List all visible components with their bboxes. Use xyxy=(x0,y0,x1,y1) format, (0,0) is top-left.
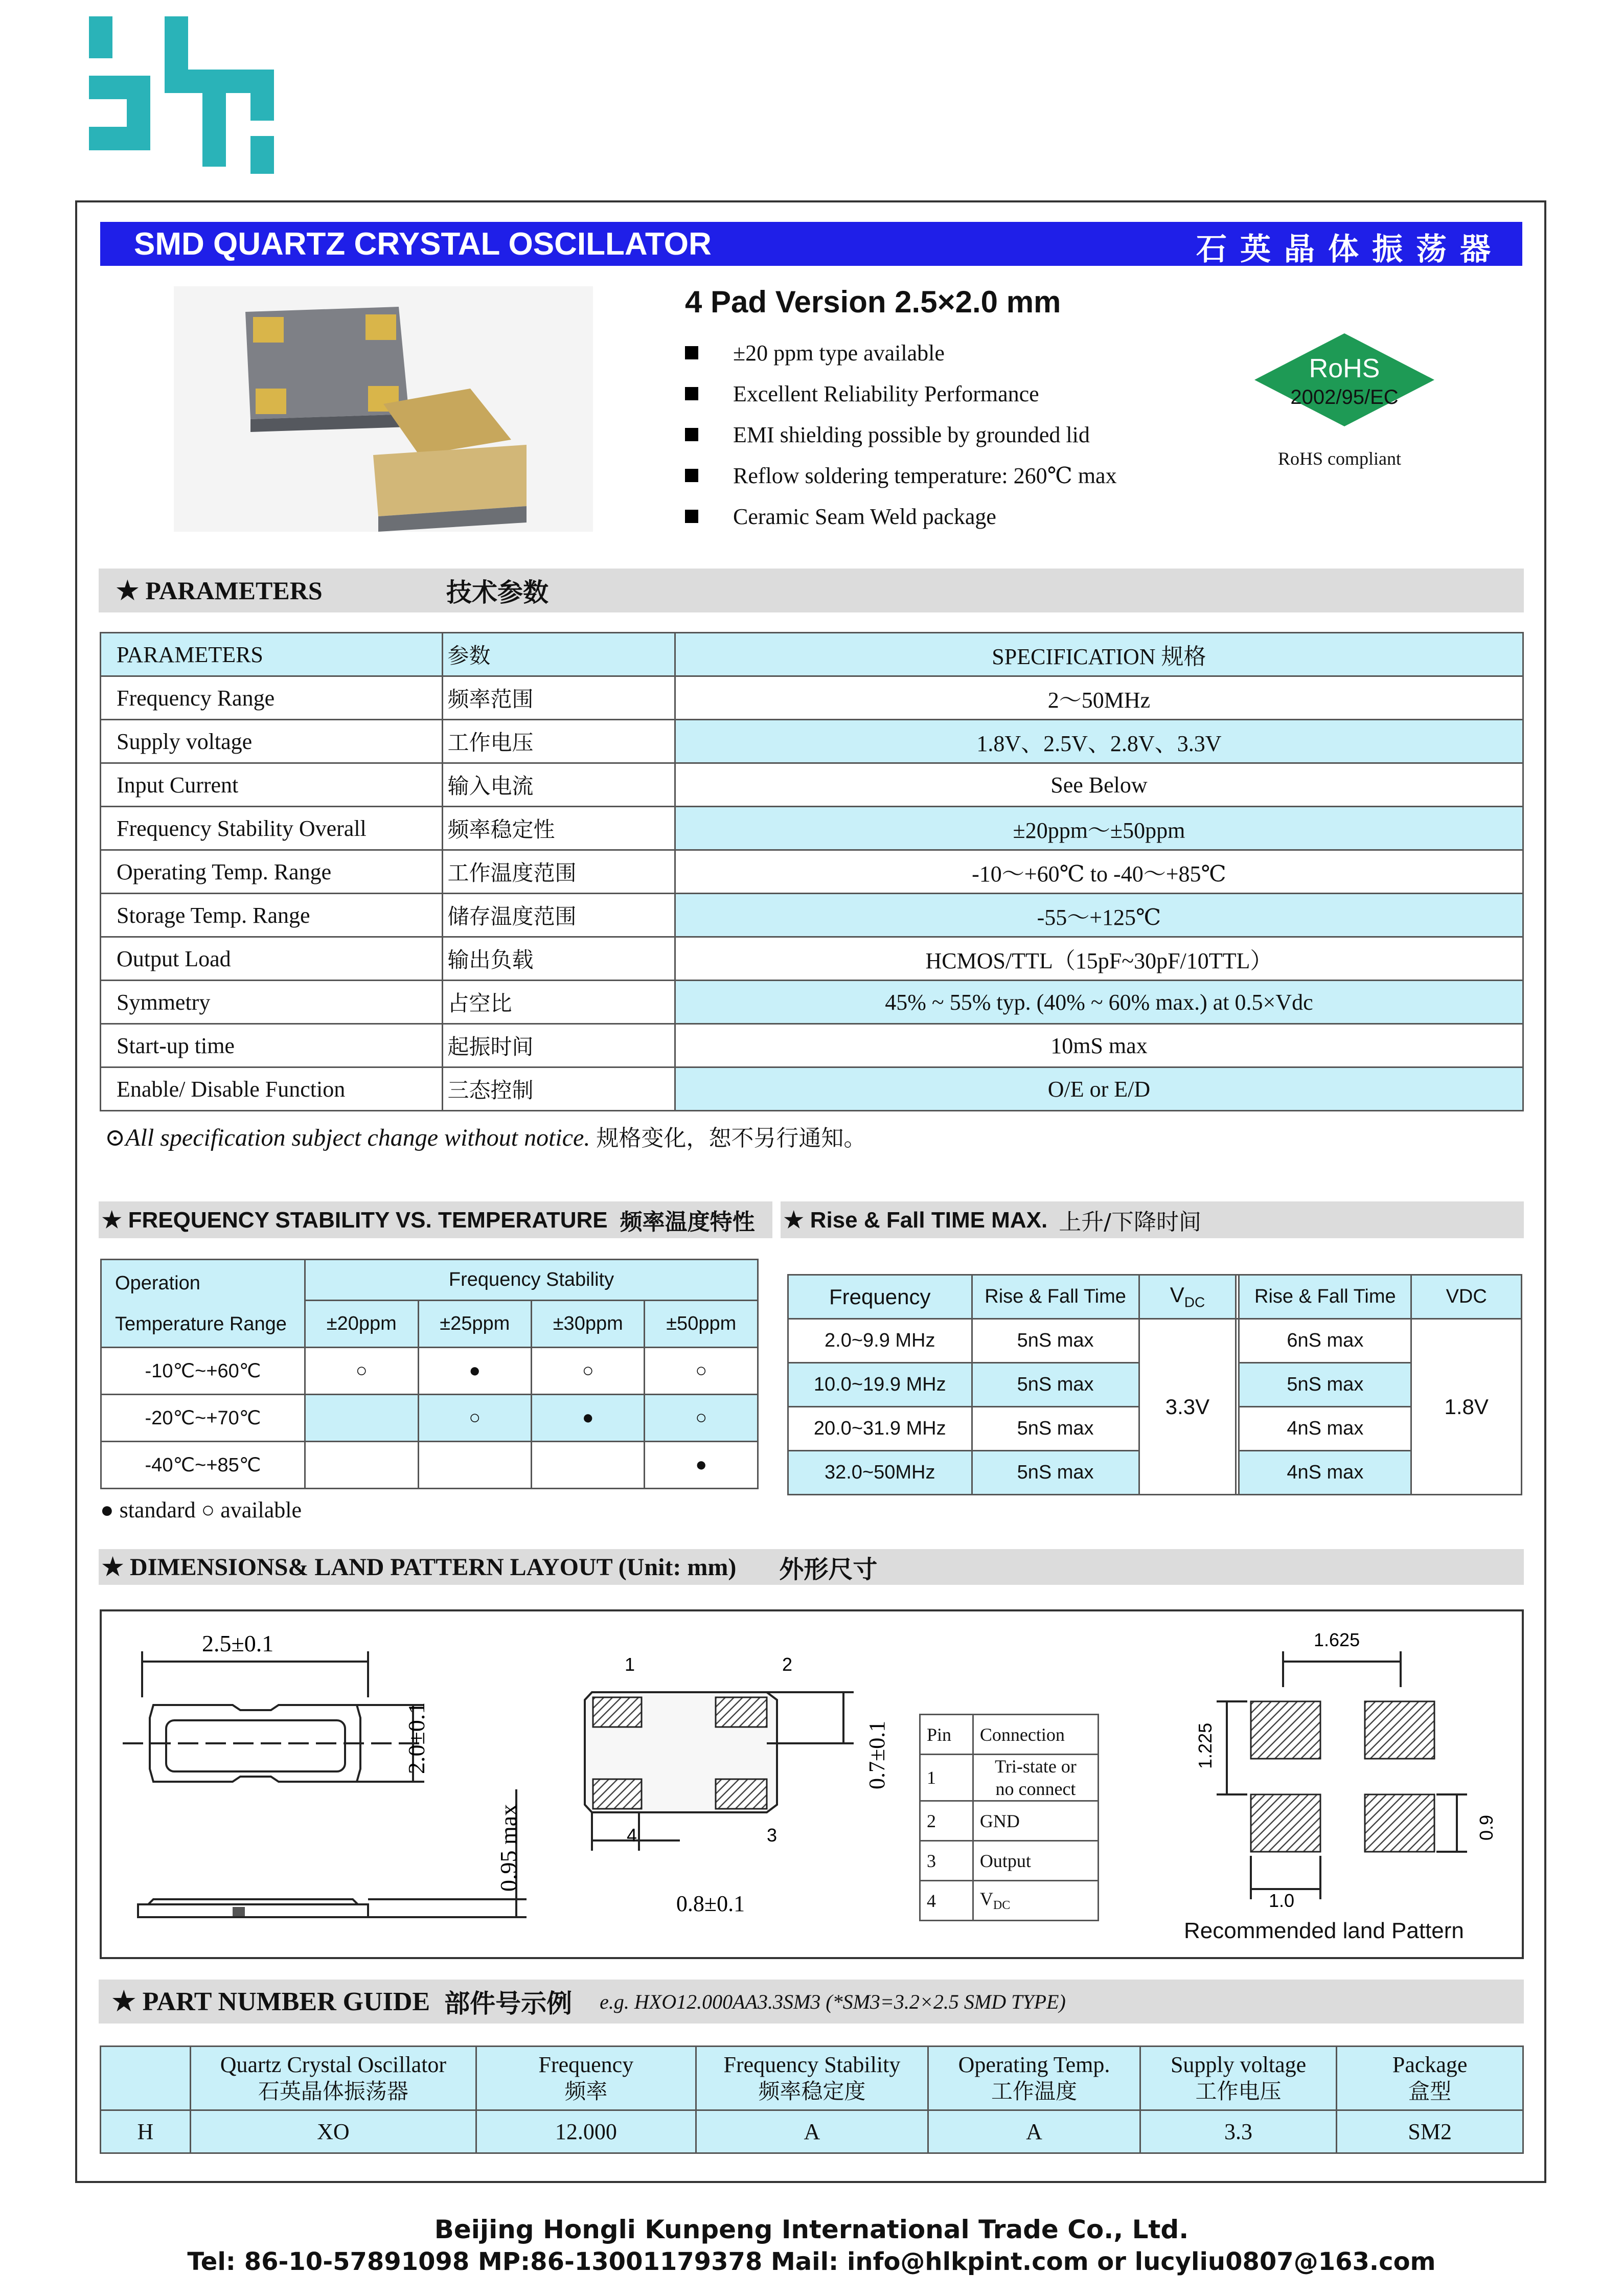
dimensions-section-bar: ★ DIMENSIONS& LAND PATTERN LAYOUT (Unit: mm) 外形尺寸 xyxy=(99,1549,1524,1585)
feature-item: EMI shielding possible by grounded lid xyxy=(685,414,1117,455)
title-bar xyxy=(100,222,1522,266)
part-guide-section-bar: ★ PART NUMBER GUIDE 部件号示例 e.g. HXO12.000AA3.3SM3 (*SM3=3.2×2.5 SMD TYPE) xyxy=(99,1980,1524,2024)
pad-layout-drawing xyxy=(578,1636,905,1922)
table-row: H XO 12.000 A A 3.3 SM2 xyxy=(101,2110,1523,2153)
table-row: 3 Output xyxy=(920,1841,1099,1881)
company-logo xyxy=(82,14,281,178)
dim-height-label: 2.0±0.1 xyxy=(403,1702,429,1774)
table-row: Quartz Crystal Oscillator 石英晶体振荡器 Frequency 频率 Frequency Stability 频率稳定度 Operating Temp. 工作温度 Supply voltage 工作电压 Package 盒型 xyxy=(101,2047,1523,2110)
table-row: PARAMETERS 参数 SPECIFICATION 规格 xyxy=(101,633,1523,676)
mark-icon: ○ xyxy=(418,1395,531,1442)
parameters-section-bar: ★ PARAMETERS 技术参数 xyxy=(99,569,1524,612)
table-row: 2.0~9.9 MHz 5nS max 3.3V 6nS max 1.8V xyxy=(788,1319,1522,1363)
mark-icon: ○ xyxy=(645,1395,758,1442)
part-number-table xyxy=(100,2045,1524,2154)
spec-note: ⊙All specification subject change without notice. 规格变化，恕不另行通知。 xyxy=(105,1124,866,1151)
table-row: 20.0~31.9 MHz 5nS max 4nS max xyxy=(788,1407,1522,1451)
parameters-title-cn: 技术参数 xyxy=(446,578,548,607)
lp-1225-label: 1.225 xyxy=(1195,1722,1216,1769)
mark-icon xyxy=(305,1395,418,1442)
mark-icon: ○ xyxy=(645,1348,758,1395)
pin-table xyxy=(919,1714,1099,1921)
bullet-icon xyxy=(685,346,698,359)
dim-thickness-label: 0.95 max xyxy=(495,1804,521,1892)
product-photo xyxy=(174,286,593,532)
part-guide-title-cn: 部件号示例 xyxy=(444,1989,573,2018)
dim-pad-width-label: 0.8±0.1 xyxy=(676,1891,745,1916)
pin-number-label: 4 xyxy=(627,1825,637,1846)
mark-icon: ○ xyxy=(531,1348,644,1395)
table-row: Input Current 输入电流 See Below xyxy=(101,763,1523,807)
mark-icon: ● xyxy=(531,1395,644,1442)
land-pad-icon xyxy=(1365,1794,1434,1852)
table-row: Operating Temp. Range 工作温度范围 -10～+60℃ to -40～+85℃ xyxy=(101,850,1523,894)
rise-fall-section-bar: ★ Rise & Fall TIME MAX. 上升/下降时间 xyxy=(781,1201,1524,1238)
table-row: -10℃~+60℃ ○ ● ○ ○ xyxy=(101,1348,758,1395)
pin1-marker-icon xyxy=(233,1907,245,1916)
bullet-icon xyxy=(685,387,698,400)
freq-stability-title-cn: 频率温度特性 xyxy=(620,1209,755,1235)
table-row: 1 Tri-state or no connect xyxy=(920,1755,1099,1801)
table-row: -40℃~+85℃ ● xyxy=(101,1442,758,1489)
lp-10-label: 1.0 xyxy=(1269,1890,1295,1907)
land-pad-icon xyxy=(1365,1701,1434,1759)
dimensions-title: DIMENSIONS& LAND PATTERN LAYOUT (Unit: mm) xyxy=(130,1554,737,1581)
feature-item: Excellent Reliability Performance xyxy=(685,373,1117,414)
rise-fall-table: Frequency Rise & Fall Time $V_{DC}$ Rise & Fall Time VDC 2.0~9.9 MHz 5nS max 3.3V 6nS max 1.8V 10.0~19.9 MHz 5nS max 5nS max 20.0~31.9 MHz 5nS max 4nS max 32.0~50MHz 5nS max 4nS max xyxy=(787,1274,1522,1495)
lp-1625-label: 1.625 xyxy=(1314,1629,1360,1650)
rise-fall-title-cn: 上升/下降时间 xyxy=(1059,1209,1202,1235)
table-row: Supply voltage 工作电压 1.8V、2.5V、2.8V、3.3V xyxy=(101,720,1523,763)
table-row: Enable/ Disable Function 三态控制 O/E or E/D xyxy=(101,1067,1523,1111)
table-row: 2 GND xyxy=(920,1801,1099,1841)
rohs-code: 2002/95/EC xyxy=(1290,386,1399,408)
rohs-caption: RoHS compliant xyxy=(1278,448,1401,469)
feature-item: Ceramic Seam Weld package xyxy=(685,496,1117,537)
lp-09-label: 0.9 xyxy=(1476,1814,1497,1840)
product-heading: 4 Pad Version 2.5×2.0 mm xyxy=(685,285,1061,319)
photo-pad-icon xyxy=(253,317,284,343)
dim-pad-height-label: 0.7±0.1 xyxy=(864,1720,889,1789)
table-row: Pin Connection xyxy=(920,1715,1099,1755)
rohs-badge xyxy=(1252,331,1436,428)
part-guide-title: PART NUMBER GUIDE xyxy=(142,1987,430,2016)
freq-stability-table: Operation Temperature Range Frequency Stability ±20ppm ±25ppm ±30ppm ±50ppm -10℃~+60℃ ○ ● ○ ○ -20℃~+70℃ ○ ● ○ -40℃~+85℃ ● xyxy=(100,1259,759,1489)
parameters-title: PARAMETERS xyxy=(145,576,323,605)
pin-number-label: 2 xyxy=(782,1654,793,1675)
pad-2-icon xyxy=(716,1697,767,1727)
package-outline-drawing xyxy=(118,1621,537,1943)
bullet-icon xyxy=(685,510,698,523)
table-row: 4 $V_{DC}$ xyxy=(920,1881,1099,1921)
photo-pad-icon xyxy=(256,389,286,414)
feature-item: Reflow soldering temperature: 260℃ max xyxy=(685,455,1117,496)
land-pattern-drawing xyxy=(1160,1621,1518,1907)
footer-contact: Tel: 86-10-57891098 MP:86-13001179378 Mail: info@hlkpint.com or lucyliu0807@163.com xyxy=(187,2247,1436,2276)
table-row: Symmetry 占空比 45% ~ 55% typ. (40% ~ 60% max.) at 0.5×Vdc xyxy=(101,981,1523,1024)
title-en: SMD QUARTZ CRYSTAL OSCILLATOR xyxy=(134,226,712,262)
bullet-icon xyxy=(685,469,698,482)
mark-icon xyxy=(531,1442,644,1489)
table-row: -20℃~+70℃ ○ ● ○ xyxy=(101,1395,758,1442)
table-row: Start-up time 起振时间 10mS max xyxy=(101,1024,1523,1067)
mark-icon: ● xyxy=(645,1442,758,1489)
feature-list xyxy=(685,332,1117,537)
pad-3-icon xyxy=(716,1779,767,1809)
mark-icon: ● xyxy=(418,1348,531,1395)
pad-1-icon xyxy=(593,1697,642,1727)
table-row: Frequency Stability Overall 频率稳定性 ±20ppm～±50ppm xyxy=(101,807,1523,850)
mark-icon xyxy=(305,1442,418,1489)
dimensions-title-cn: 外形尺寸 xyxy=(779,1555,878,1584)
parameters-table xyxy=(100,632,1524,1111)
land-pad-icon xyxy=(1251,1794,1320,1852)
pin-number-label: 1 xyxy=(625,1654,635,1675)
freq-stability-title: FREQUENCY STABILITY VS. TEMPERATURE xyxy=(128,1207,608,1233)
bullet-icon xyxy=(685,428,698,441)
table-row: Frequency Range 频率范围 2～50MHz xyxy=(101,676,1523,720)
pad-4-icon xyxy=(593,1779,642,1809)
freq-stability-section-bar: ★ FREQUENCY STABILITY VS. TEMPERATURE 频率温度特性 xyxy=(99,1201,772,1238)
photo-pad-icon xyxy=(365,314,396,340)
feature-item: ±20 ppm type available xyxy=(685,332,1117,373)
part-guide-example: e.g. HXO12.000AA3.3SM3 (*SM3=3.2×2.5 SMD TYPE) xyxy=(600,1990,1066,2013)
stability-legend: ● standard ○ available xyxy=(100,1497,302,1522)
dim-width-label: 2.5±0.1 xyxy=(202,1630,274,1656)
table-row: 32.0~50MHz 5nS max 4nS max xyxy=(788,1451,1522,1495)
table-row: 10.0~19.9 MHz 5nS max 5nS max xyxy=(788,1363,1522,1407)
rohs-label: RoHS xyxy=(1309,354,1380,383)
land-pattern-caption: Recommended land Pattern xyxy=(1184,1918,1464,1943)
footer-company: Beijing Hongli Kunpeng International Trade Co., Ltd. xyxy=(434,2215,1189,2244)
pin-number-label: 3 xyxy=(767,1825,778,1846)
mark-icon xyxy=(418,1442,531,1489)
table-row: Storage Temp. Range 储存温度范围 -55～+125℃ xyxy=(101,894,1523,937)
rise-fall-title: Rise & Fall TIME MAX. xyxy=(810,1207,1048,1233)
table-row: Output Load 输出负载 HCMOS/TTL（15pF~30pF/10TTL） xyxy=(101,937,1523,981)
land-pad-icon xyxy=(1251,1701,1320,1759)
title-cn: 石英晶体振荡器 xyxy=(1196,232,1504,267)
mark-icon: ○ xyxy=(305,1348,418,1395)
